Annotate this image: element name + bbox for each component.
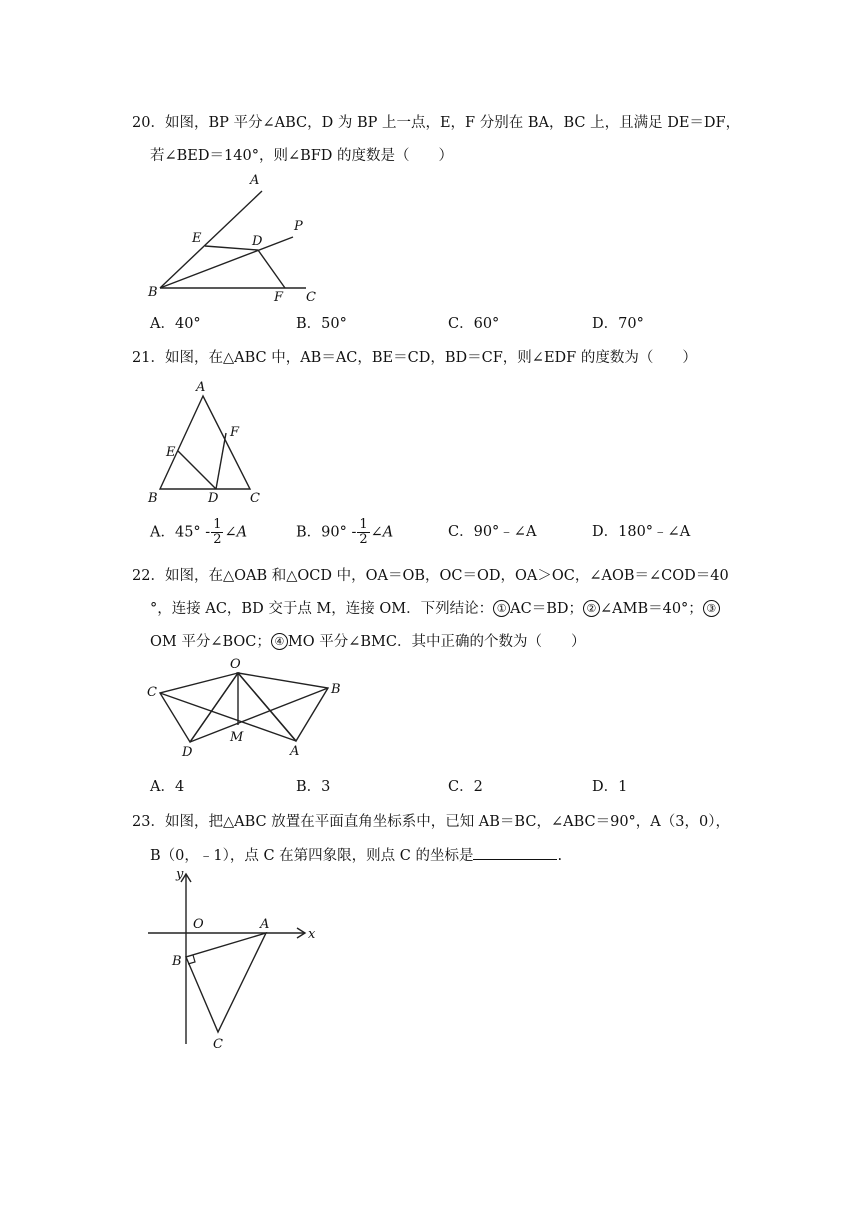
q20-line2: 若∠BED＝140°，则∠BFD 的度数是（ ） <box>150 148 454 164</box>
q22-option-d: D．1 <box>592 779 628 795</box>
q22-line1: 22．如图，在△OAB 和△OCD 中，OA＝OB，OC＝OD，OA＞OC，∠AOB＝∠COD＝40 <box>132 568 729 584</box>
q21-option-c: C．90°﹣∠A <box>448 524 537 540</box>
segment-bd <box>190 688 328 742</box>
label-c: C <box>213 1037 223 1052</box>
label-a: A <box>196 380 206 395</box>
q20-line1: 20．如图，BP 平分∠ABC，D 为 BP 上一点，E，F 分别在 BA，BC 上，且满足 DE＝DF， <box>132 115 741 131</box>
label-b: B <box>172 954 182 969</box>
q23-figure <box>140 862 340 1052</box>
label-e: E <box>192 231 202 246</box>
label-d: D <box>182 745 193 760</box>
segment-df <box>216 433 226 489</box>
label-c: C <box>147 685 157 700</box>
q20-option-a: A．40° <box>150 316 201 332</box>
label-b: B <box>148 285 158 300</box>
label-a: A <box>290 744 300 759</box>
label-b: B <box>331 682 341 697</box>
q22-option-b: B．3 <box>296 779 331 795</box>
q21-line1: 21．如图，在△ABC 中，AB＝AC，BE＝CD，BD＝CF，则∠EDF 的度数为（ ） <box>132 350 697 366</box>
label-o: O <box>193 917 204 932</box>
q22-line2: °，连接 AC，BD 交于点 M，连接 OM．下列结论： ① AC＝BD； ② ∠AMB＝40°； ③ <box>150 599 720 619</box>
label-e: E <box>166 445 176 460</box>
ray-bp <box>160 237 293 288</box>
label-a: A <box>260 917 270 932</box>
q23-line1: 23．如图，把△ABC 放置在平面直角坐标系中，已知 AB＝BC，∠ABC＝90°，A（3，0）， <box>132 814 730 830</box>
label-x: x <box>308 927 316 942</box>
fraction-half: $\frac{1}{2}$ <box>359 517 368 547</box>
segment-ed <box>178 451 216 489</box>
label-y: y <box>176 867 184 882</box>
triangle-oab <box>238 673 328 741</box>
q20-figure <box>140 168 340 308</box>
ray-ba <box>160 191 262 288</box>
q22-option-c: C．2 <box>448 779 483 795</box>
q22-line3: OM 平分∠BOC； ④ MO 平分∠BMC．其中正确的个数为（ ） <box>150 634 586 650</box>
label-f: F <box>274 290 284 305</box>
label-m: M <box>230 730 244 745</box>
q20-option-d: D．70° <box>592 316 644 332</box>
q23-line2: B（0，﹣1），点 C 在第四象限，则点 C 的坐标是 . <box>150 845 562 866</box>
q21-figure <box>140 376 280 506</box>
triangle-abc <box>160 396 250 489</box>
q22-figure <box>140 655 360 765</box>
label-f: F <box>230 425 240 440</box>
q21-option-d: D．180°﹣∠A <box>592 524 691 540</box>
q21-option-b: B．90° - $\frac{1}{2}$ ∠A <box>296 517 394 547</box>
label-b: B <box>148 491 158 506</box>
triangle-abc <box>186 933 266 1032</box>
path-edf <box>205 246 285 288</box>
fraction-half: $\frac{1}{2}$ <box>213 517 222 547</box>
label-c: C <box>250 491 260 506</box>
q21-option-a: A．45° - $\frac{1}{2}$ ∠A <box>150 517 248 547</box>
label-d: D <box>208 491 219 506</box>
q20-option-c: C．60° <box>448 316 500 332</box>
label-a: A <box>250 173 260 188</box>
label-c: C <box>306 290 316 305</box>
label-d: D <box>252 234 263 249</box>
answer-blank[interactable] <box>473 845 557 860</box>
q20-option-b: B．50° <box>296 316 347 332</box>
label-p: P <box>294 219 303 234</box>
label-o: O <box>230 657 241 672</box>
q22-option-a: A．4 <box>150 779 185 795</box>
